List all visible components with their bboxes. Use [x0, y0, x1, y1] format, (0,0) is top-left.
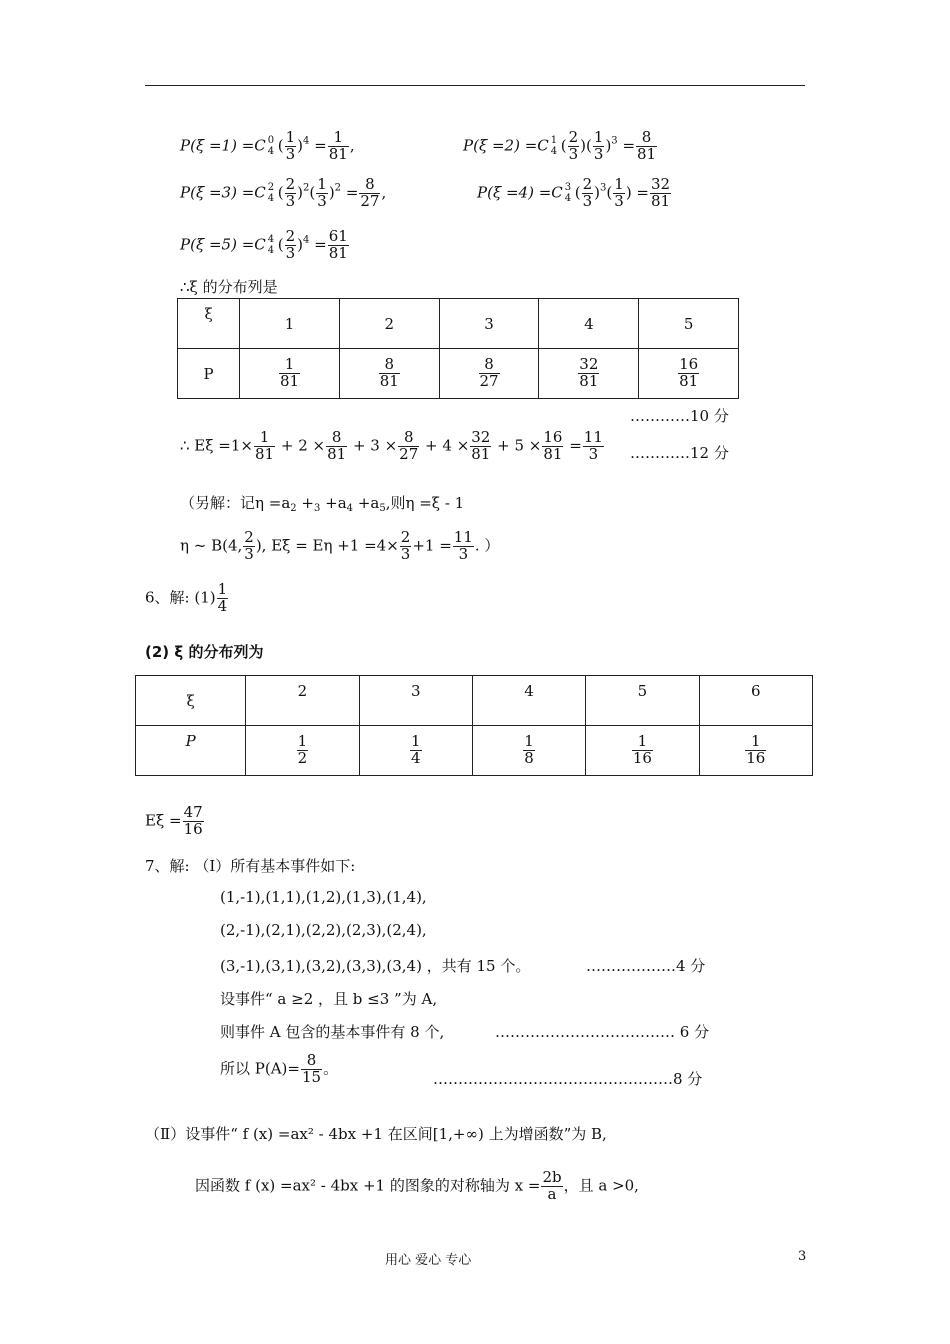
table1-header-cell: 1: [240, 299, 340, 349]
table2-header-cell: 2: [246, 676, 359, 726]
prob-line-1: P(ξ =1) =C 0 4 ( $\frac{1}{3}$ )$^4$ = $\frac{1}{81}$ ,: [180, 128, 355, 163]
dist1-title: ∴ξ 的分布列是: [180, 278, 278, 296]
table1-header-cell: 3: [439, 299, 539, 349]
table2-value-cell: $\frac{1}{8}$: [472, 726, 585, 776]
score-12: …………12 分: [630, 444, 729, 462]
table1-header-cell: 5: [639, 299, 739, 349]
page-number: 3: [798, 1249, 807, 1264]
q7-contains: 则事件 A 包含的基本事件有 8 个,: [220, 1023, 445, 1041]
table1-p-label: P: [178, 349, 240, 399]
q7-part2-b: 因函数 f (x) =ax² - 4bx +1 的图象的对称轴为 x = $\frac{2b}{a}$ ，且 a >0,: [195, 1168, 639, 1203]
q7-row-2: (2,-1),(2,1),(2,2),(2,3),(2,4),: [220, 921, 427, 939]
q7-row-3: (3,-1),(3,1),(3,2),(3,3),(3,4) ，共有 15 个。: [220, 957, 531, 975]
distribution-table-2: [135, 675, 813, 776]
table2-prob-row: [136, 726, 813, 776]
table2-header-cell: 6: [699, 676, 812, 726]
table2-header-cell: 3: [359, 676, 472, 726]
table2-header-cell: 5: [586, 676, 699, 726]
q6-expectation: Eξ = $\frac{47}{16}$: [145, 803, 203, 838]
table2-value-cell: $\frac{1}{16}$: [586, 726, 699, 776]
alt-solution-line-2: η ~ B(4, $\frac{2}{3}$ ), Eξ = Eη +1 =4× $\frac{2}{3}$ +1 = $\frac{11}{3}$ . ）: [180, 528, 500, 563]
table1-value-cell: $\frac{32}{81}$: [539, 349, 639, 399]
table2-header-row: [136, 676, 813, 726]
score-4: ………………4 分: [586, 957, 706, 975]
table2-xi-cell: ξ: [136, 676, 246, 726]
table2-header-cell: 4: [472, 676, 585, 726]
q6b-title: (2) ξ 的分布列为: [145, 643, 264, 661]
prob-line-2: P(ξ =2) =C 1 4 ( $\frac{2}{3}$ )( $\frac{1}{3}$ )$^3$ = $\frac{8}{81}$: [463, 128, 657, 163]
q7-title: 7、解: （Ⅰ）所有基本事件如下:: [145, 857, 356, 875]
q7-event-a: 设事件“ a ≥2 ，且 b ≤3 ”为 A,: [220, 990, 438, 1008]
table2-value-cell: $\frac{1}{2}$: [246, 726, 359, 776]
table1-prob-row: [178, 349, 739, 399]
q7-probability: 所以 P(A)= $\frac{8}{15}$ 。: [220, 1051, 339, 1086]
table1-header-row: [178, 299, 739, 349]
table1-xi-cell: ξ: [178, 299, 240, 349]
footer-motto: 用心 爱心 专心: [385, 1253, 472, 1268]
table1-value-cell: $\frac{16}{81}$: [639, 349, 739, 399]
table1-header-cell: 4: [539, 299, 639, 349]
header-rule: [145, 85, 805, 86]
q6-line: 6、解: (1) $\frac{1}{4}$: [145, 580, 228, 615]
table2-p-label: P: [136, 726, 246, 776]
prob-line-3: P(ξ =3) =C 2 4 ( $\frac{2}{3}$ )$^2$( $\frac{1}{3}$ )$^2$ = $\frac{8}{27}$ ,: [180, 175, 387, 210]
score-10: …………10 分: [630, 407, 729, 425]
alt-solution-line-1: （另解：记$\eta =a_2 +_3 +a_4 +a_5$,则η =ξ - 1: [180, 494, 465, 514]
table1-value-cell: $\frac{1}{81}$: [240, 349, 340, 399]
p1-lhs: P(ξ =1) =: [180, 136, 255, 155]
table2-value-cell: $\frac{1}{4}$: [359, 726, 472, 776]
table1-value-cell: $\frac{8}{27}$: [439, 349, 539, 399]
score-6: ……………………………… 6 分: [495, 1023, 710, 1041]
table1-value-cell: $\frac{8}{81}$: [339, 349, 439, 399]
prob-line-5: P(ξ =5) =C 4 4 ( $\frac{2}{3}$ )$^4$ = $\frac{61}{81}$: [180, 227, 348, 262]
table2-value-cell: $\frac{1}{16}$: [699, 726, 812, 776]
score-8: …………………………………………8 分: [433, 1070, 703, 1088]
distribution-table-1: [177, 298, 739, 399]
q7-part2: （Ⅱ）设事件“ f (x) =ax² - 4bx +1 在区间[1,+∞) 上为增函数”为 B,: [145, 1125, 607, 1143]
expectation-line: ∴ Eξ =1× $\frac{1}{81}$ + 2 × $\frac{8}{81}$ + 3 × $\frac{8}{27}$ + 4 × $\frac{32}{81}$ + 5 × $\frac{16}{81}$ = $\frac{11}{3}$: [180, 428, 603, 463]
table1-header-cell: 2: [339, 299, 439, 349]
q7-row-1: (1,-1),(1,1),(1,2),(1,3),(1,4),: [220, 888, 427, 906]
prob-line-4: P(ξ =4) =C 3 4 ( $\frac{2}{3}$ )$^3$( $\frac{1}{3}$ ) = $\frac{32}{81}$: [477, 175, 671, 210]
